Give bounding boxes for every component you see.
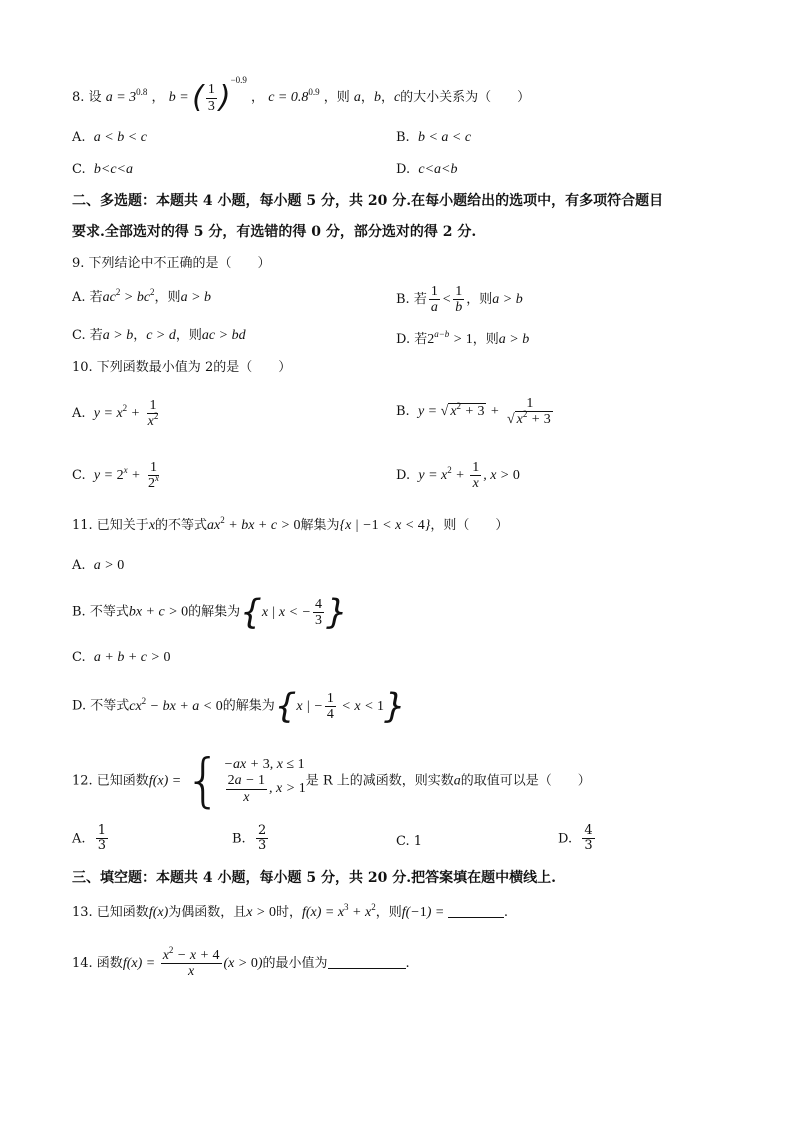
q12-option-D: D. $\frac{4}{3}$ (558, 823, 593, 854)
q9-option-B: B. 若 $\frac{1}{a}$ < $\frac{1}{b}$ ，则a > b (396, 284, 523, 316)
q8-option-B: B. b < a < c (396, 130, 472, 145)
var-c: c (393, 90, 401, 106)
question-9: 9. 下列结论中不正确的是（ ） (72, 256, 271, 271)
q8-mid: ，则 (323, 90, 350, 106)
question-8 (72, 75, 531, 116)
q12-option-C: C. 1 (396, 834, 423, 849)
q14-answer-blank[interactable] (328, 968, 406, 969)
q8-b-def: b = ( $\frac{1}{3}$ )$^{-0.9}$ (168, 75, 247, 115)
q13-answer-blank[interactable] (448, 917, 504, 918)
section-2-heading: 二、多选题：本题共 4 小题，每小题 5 分，共 20 分.在每小题给出的选项中，有多项符合题目 (72, 193, 664, 209)
q12-option-A: A. $\frac{1}{3}$ (72, 823, 107, 854)
q8-prefix: 8. 设 (72, 90, 102, 106)
q10-option-D: D. $y = x^2$ + $\frac{1}{x}$ , x > 0 (396, 460, 520, 492)
question-14: 14. 函数f(x) = $\frac{x^2 - x + 4}{x}$ (x > 0)的最小值为 . (72, 945, 410, 980)
question-13: 13. 已知函数f(x)为偶函数，且x > 0时，$f(x) = x^3 + x^2$，则f(−1) = . (72, 902, 508, 920)
sep: ， (360, 90, 374, 106)
sep: ， (380, 90, 394, 106)
question-12: 12. 已知函数f(x) = { −ax + 3, x ≤ 1 $\frac{2a - 1}{x}$ , x > 1 是 R 上的减函数，则实数a的取值可以是（ ） (72, 746, 591, 814)
q10-option-C: C. $y = 2^x$ + $\frac{1}{2^x}$ (72, 460, 160, 492)
q8-tail: 的大小关系为（ ） (400, 90, 531, 106)
q11-option-C: C. a + b + c > 0 (72, 650, 171, 665)
q12-option-B: B. $\frac{2}{3}$ (232, 823, 267, 854)
section-2-heading-2: 要求.全部选对的得 5 分，有选错的得 0 分，部分选对的得 2 分. (72, 224, 477, 240)
q10-option-A: A. $y = x^2$ + $\frac{1}{x^2}$ (72, 398, 159, 430)
q9-option-A: A. 若$ac^2 > bc^2$，则a > b (72, 287, 212, 305)
var-a: a (353, 90, 361, 106)
q8-option-A: A. a < b < c (72, 130, 147, 145)
sep: ， (251, 90, 265, 106)
q8-option-D: D. c<a<b (396, 162, 458, 177)
q9-option-D: D. 若$2^{a-b} > 1$，则a > b (396, 329, 530, 347)
section-3-heading: 三、填空题：本题共 4 小题，每小题 5 分，共 20 分.把答案填在题中横线上. (72, 870, 556, 886)
question-11: 11. 已知关于x的不等式$ax^2$ + bx + c > 0解集为{x | −1 < x < 4}，则（ ） (72, 515, 509, 533)
q8-a-def: $a = 3^{0.8}$ (105, 87, 148, 106)
q11-option-D: D. 不等式$cx^2$ − bx + a < 0的解集为{x | − $\frac{1}{4}$ < x < 1} (72, 686, 406, 726)
q9-option-C: C. 若a > b，c > d，则ac > bd (72, 328, 246, 343)
sep: ， (151, 90, 165, 106)
question-10: 10. 下列函数最小值为 2的是（ ） (72, 360, 292, 375)
q10-option-B: B. y = √ $x^2 + 3$ + $\frac{1}{√ x^2 + 3}$ (396, 396, 551, 428)
q11-option-B: B. 不等式bx + c > 0的解集为{x | x < − $\frac{4}{3}$ } (72, 592, 348, 632)
var-b: b (373, 90, 381, 106)
q8-option-C: C. b<c<a (72, 162, 133, 177)
q8-c-def: $c = 0.8^{0.9}$ (268, 87, 320, 106)
q11-option-A: A. a > 0 (72, 558, 125, 573)
